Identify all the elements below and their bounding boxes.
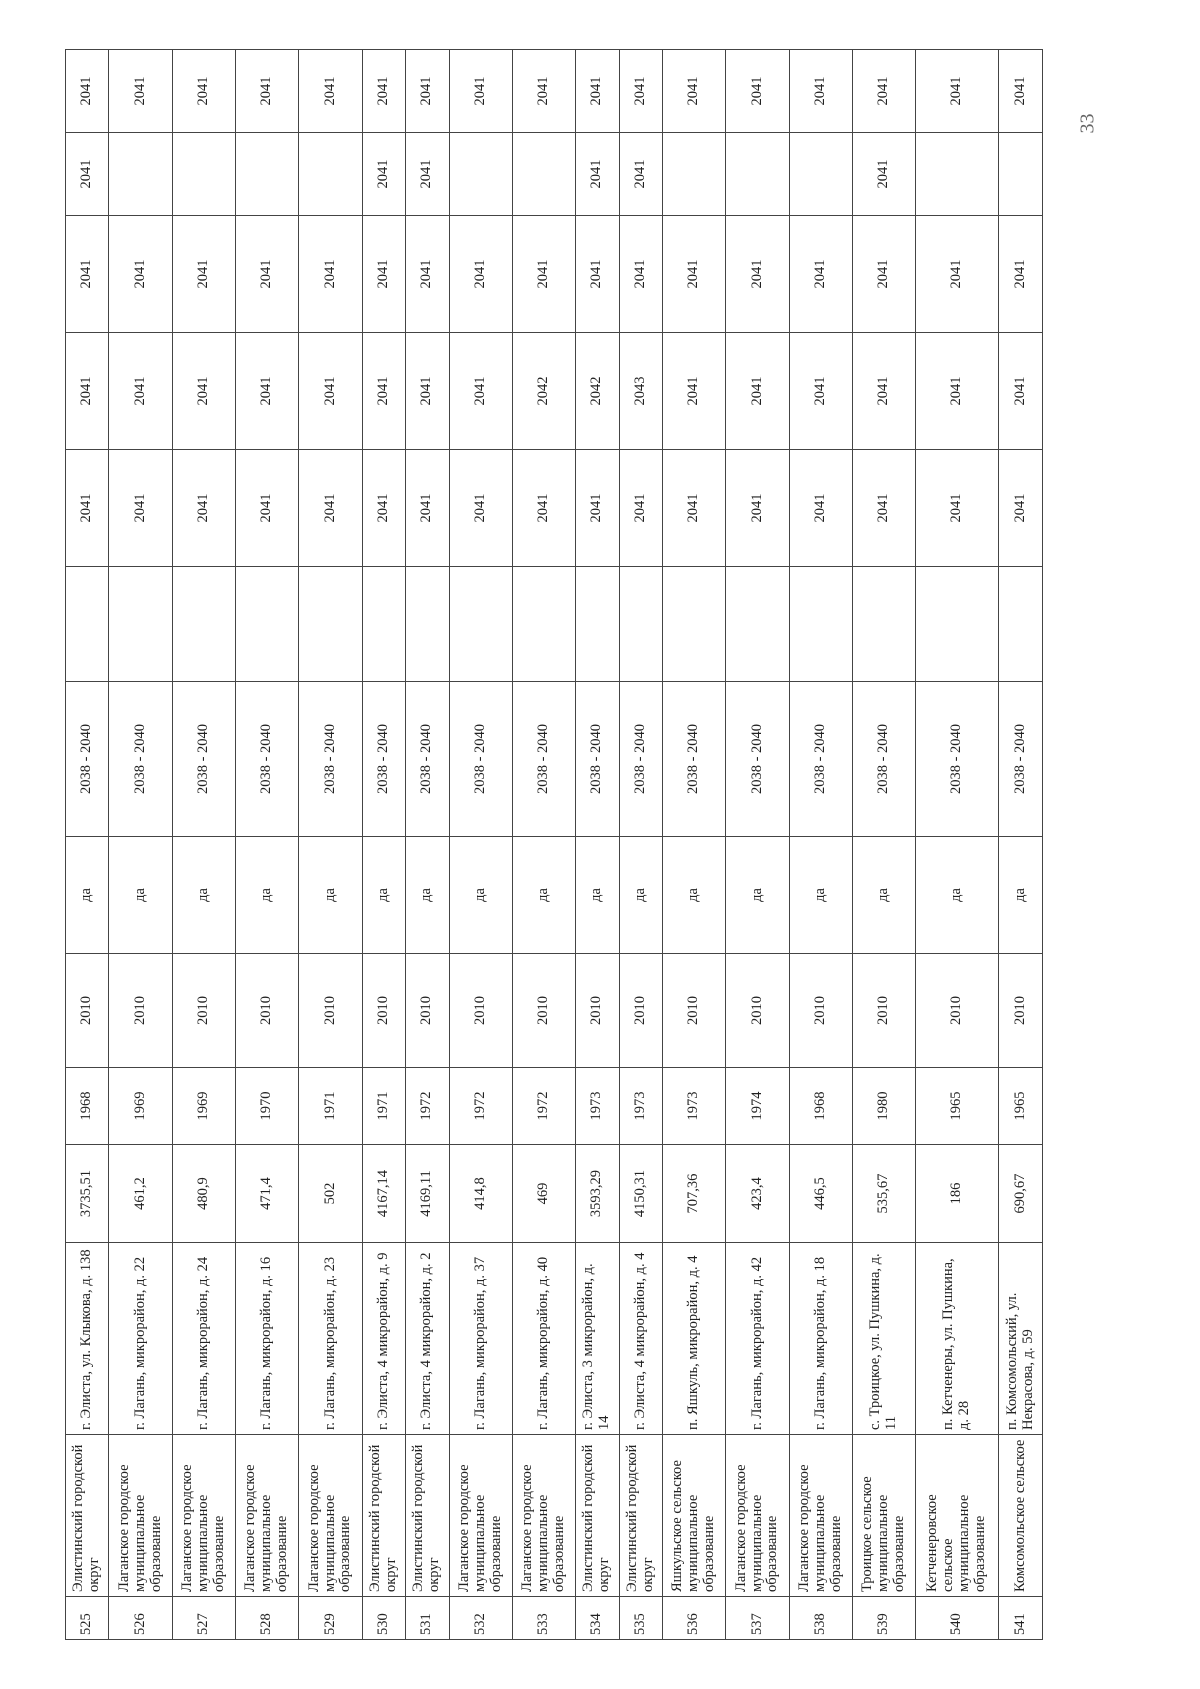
row-number: 536 (663, 1597, 726, 1640)
year-col-4-cell: 2041 (512, 216, 575, 333)
flag-cell: да (362, 837, 405, 954)
year-col-5-cell: 2041 (619, 133, 662, 216)
address-cell: г. Лагань, микрорайон, д. 37 (449, 1243, 512, 1435)
survey-year-cell: 2010 (619, 954, 662, 1068)
table-row (916, 50, 999, 1640)
flag-cell: да (236, 837, 299, 954)
table-row (406, 50, 449, 1640)
year-col-2-cell: 2041 (852, 450, 915, 567)
area-cell: 3735,51 (66, 1145, 109, 1243)
year-col-2-cell: 2041 (576, 450, 619, 567)
year-col-3-cell: 2042 (512, 333, 575, 450)
period-cell: 2038 - 2040 (66, 682, 109, 837)
table-row (66, 50, 109, 1640)
year-col-4-cell: 2041 (789, 216, 852, 333)
year-col-5-cell (172, 133, 235, 216)
year-col-2-cell: 2041 (109, 450, 172, 567)
area-cell: 480,9 (172, 1145, 235, 1243)
table-row (512, 50, 575, 1640)
survey-year-cell: 2010 (916, 954, 999, 1068)
period-cell: 2038 - 2040 (406, 682, 449, 837)
year-col-4-cell: 2041 (663, 216, 726, 333)
year-col-6-cell: 2041 (172, 50, 235, 133)
flag-cell: да (916, 837, 999, 954)
year-col-3-cell: 2041 (406, 333, 449, 450)
period-cell: 2038 - 2040 (726, 682, 789, 837)
year-col-1-cell (726, 567, 789, 682)
built-year-cell: 1980 (852, 1068, 915, 1145)
year-col-3-cell: 2041 (916, 333, 999, 450)
table-row (999, 50, 1043, 1640)
area-cell: 4169,11 (406, 1145, 449, 1243)
area-cell: 4167,14 (362, 1145, 405, 1243)
municipality-cell: Элистинский городской округ (619, 1435, 662, 1597)
area-cell: 471,4 (236, 1145, 299, 1243)
built-year-cell: 1970 (236, 1068, 299, 1145)
period-cell: 2038 - 2040 (362, 682, 405, 837)
survey-year-cell: 2010 (576, 954, 619, 1068)
period-cell: 2038 - 2040 (852, 682, 915, 837)
year-col-6-cell: 2041 (449, 50, 512, 133)
year-col-4-cell: 2041 (726, 216, 789, 333)
year-col-4-cell: 2041 (299, 216, 362, 333)
row-number: 531 (406, 1597, 449, 1640)
year-col-6-cell: 2041 (66, 50, 109, 133)
address-cell: с. Троицкое, ул. Пушкина, д. 11 (852, 1243, 915, 1435)
area-cell: 446,5 (789, 1145, 852, 1243)
survey-year-cell: 2010 (726, 954, 789, 1068)
period-cell: 2038 - 2040 (109, 682, 172, 837)
year-col-4-cell: 2041 (236, 216, 299, 333)
year-col-2-cell: 2041 (406, 450, 449, 567)
year-col-3-cell: 2041 (852, 333, 915, 450)
year-col-6-cell: 2041 (512, 50, 575, 133)
built-year-cell: 1965 (916, 1068, 999, 1145)
address-cell: п. Кетченеры, ул. Пушкина, д. 28 (916, 1243, 999, 1435)
row-number: 541 (999, 1597, 1043, 1640)
housing-registry-table (65, 49, 1043, 1640)
year-col-5-cell (109, 133, 172, 216)
municipality-cell: Лаганское городское муниципальное образование (789, 1435, 852, 1597)
year-col-4-cell: 2041 (916, 216, 999, 333)
survey-year-cell: 2010 (789, 954, 852, 1068)
address-cell: г. Элиста, 4 микрорайон, д. 2 (406, 1243, 449, 1435)
year-col-4-cell: 2041 (109, 216, 172, 333)
row-number: 533 (512, 1597, 575, 1640)
table-row (449, 50, 512, 1640)
year-col-4-cell: 2041 (362, 216, 405, 333)
year-col-2-cell: 2041 (999, 450, 1043, 567)
row-number: 537 (726, 1597, 789, 1640)
row-number: 538 (789, 1597, 852, 1640)
year-col-5-cell (299, 133, 362, 216)
year-col-3-cell: 2043 (619, 333, 662, 450)
built-year-cell: 1973 (619, 1068, 662, 1145)
year-col-5-cell (999, 133, 1043, 216)
period-cell: 2038 - 2040 (916, 682, 999, 837)
year-col-2-cell: 2041 (726, 450, 789, 567)
municipality-cell: Лаганское городское муниципальное образование (726, 1435, 789, 1597)
area-cell: 4150,31 (619, 1145, 662, 1243)
area-cell: 461,2 (109, 1145, 172, 1243)
row-number: 528 (236, 1597, 299, 1640)
year-col-3-cell: 2041 (172, 333, 235, 450)
built-year-cell: 1965 (999, 1068, 1043, 1145)
built-year-cell: 1972 (512, 1068, 575, 1145)
municipality-cell: Кетченеровское сельское муниципальное образование (916, 1435, 999, 1597)
year-col-1-cell (406, 567, 449, 682)
survey-year-cell: 2010 (66, 954, 109, 1068)
table-body (66, 50, 1043, 1640)
year-col-5-cell (789, 133, 852, 216)
year-col-4-cell: 2041 (449, 216, 512, 333)
year-col-5-cell (449, 133, 512, 216)
year-col-6-cell: 2041 (406, 50, 449, 133)
row-number: 540 (916, 1597, 999, 1640)
row-number: 525 (66, 1597, 109, 1640)
year-col-6-cell: 2041 (109, 50, 172, 133)
area-cell: 707,36 (663, 1145, 726, 1243)
area-cell: 186 (916, 1145, 999, 1243)
address-cell: г. Лагань, микрорайон, д. 23 (299, 1243, 362, 1435)
flag-cell: да (512, 837, 575, 954)
address-cell: г. Лагань, микрорайон, д. 18 (789, 1243, 852, 1435)
year-col-2-cell: 2041 (299, 450, 362, 567)
survey-year-cell: 2010 (109, 954, 172, 1068)
table-row (663, 50, 726, 1640)
period-cell: 2038 - 2040 (449, 682, 512, 837)
table-row (362, 50, 405, 1640)
year-col-2-cell: 2041 (663, 450, 726, 567)
table-row (172, 50, 235, 1640)
year-col-5-cell (916, 133, 999, 216)
built-year-cell: 1971 (362, 1068, 405, 1145)
municipality-cell: Элистинский городской округ (66, 1435, 109, 1597)
year-col-1-cell (512, 567, 575, 682)
year-col-6-cell: 2041 (663, 50, 726, 133)
area-cell: 502 (299, 1145, 362, 1243)
year-col-6-cell: 2041 (619, 50, 662, 133)
period-cell: 2038 - 2040 (619, 682, 662, 837)
year-col-1-cell (362, 567, 405, 682)
period-cell: 2038 - 2040 (789, 682, 852, 837)
municipality-cell: Яшкульское сельское муниципальное образование (663, 1435, 726, 1597)
period-cell: 2038 - 2040 (663, 682, 726, 837)
table-row (236, 50, 299, 1640)
flag-cell: да (852, 837, 915, 954)
address-cell: г. Лагань, микрорайон, д. 16 (236, 1243, 299, 1435)
year-col-6-cell: 2041 (789, 50, 852, 133)
table-row (789, 50, 852, 1640)
survey-year-cell: 2010 (172, 954, 235, 1068)
year-col-4-cell: 2041 (406, 216, 449, 333)
year-col-6-cell: 2041 (852, 50, 915, 133)
built-year-cell: 1968 (66, 1068, 109, 1145)
survey-year-cell: 2010 (852, 954, 915, 1068)
year-col-1-cell (236, 567, 299, 682)
built-year-cell: 1973 (576, 1068, 619, 1145)
row-number: 530 (362, 1597, 405, 1640)
year-col-2-cell: 2041 (512, 450, 575, 567)
year-col-4-cell: 2041 (66, 216, 109, 333)
year-col-2-cell: 2041 (172, 450, 235, 567)
year-col-6-cell: 2041 (576, 50, 619, 133)
survey-year-cell: 2010 (362, 954, 405, 1068)
flag-cell: да (576, 837, 619, 954)
address-cell: г. Лагань, микрорайон, д. 22 (109, 1243, 172, 1435)
built-year-cell: 1968 (789, 1068, 852, 1145)
table-row (726, 50, 789, 1640)
year-col-2-cell: 2041 (236, 450, 299, 567)
area-cell: 469 (512, 1145, 575, 1243)
address-cell: п. Яшкуль, микрорайон, д. 4 (663, 1243, 726, 1435)
period-cell: 2038 - 2040 (236, 682, 299, 837)
year-col-3-cell: 2041 (663, 333, 726, 450)
flag-cell: да (726, 837, 789, 954)
year-col-2-cell: 2041 (362, 450, 405, 567)
year-col-4-cell: 2041 (999, 216, 1043, 333)
year-col-3-cell: 2041 (66, 333, 109, 450)
address-cell: г. Элиста, 3 микрорайон, д. 14 (576, 1243, 619, 1435)
flag-cell: да (172, 837, 235, 954)
year-col-5-cell: 2041 (852, 133, 915, 216)
address-cell: г. Лагань, микрорайон, д. 24 (172, 1243, 235, 1435)
flag-cell: да (999, 837, 1043, 954)
year-col-4-cell: 2041 (852, 216, 915, 333)
municipality-cell: Элистинский городской округ (362, 1435, 405, 1597)
built-year-cell: 1971 (299, 1068, 362, 1145)
flag-cell: да (789, 837, 852, 954)
period-cell: 2038 - 2040 (999, 682, 1043, 837)
built-year-cell: 1969 (172, 1068, 235, 1145)
area-cell: 3593,29 (576, 1145, 619, 1243)
built-year-cell: 1969 (109, 1068, 172, 1145)
survey-year-cell: 2010 (299, 954, 362, 1068)
year-col-5-cell: 2041 (362, 133, 405, 216)
year-col-5-cell: 2041 (406, 133, 449, 216)
year-col-6-cell: 2041 (999, 50, 1043, 133)
year-col-1-cell (576, 567, 619, 682)
table-row (619, 50, 662, 1640)
year-col-2-cell: 2041 (66, 450, 109, 567)
year-col-2-cell: 2041 (449, 450, 512, 567)
table-row (576, 50, 619, 1640)
year-col-3-cell: 2041 (109, 333, 172, 450)
period-cell: 2038 - 2040 (576, 682, 619, 837)
year-col-1-cell (66, 567, 109, 682)
year-col-5-cell: 2041 (66, 133, 109, 216)
built-year-cell: 1972 (449, 1068, 512, 1145)
year-col-6-cell: 2041 (362, 50, 405, 133)
year-col-2-cell: 2041 (789, 450, 852, 567)
year-col-1-cell (789, 567, 852, 682)
year-col-1-cell (299, 567, 362, 682)
year-col-2-cell: 2041 (619, 450, 662, 567)
year-col-6-cell: 2041 (916, 50, 999, 133)
municipality-cell: Лаганское городское муниципальное образование (299, 1435, 362, 1597)
survey-year-cell: 2010 (449, 954, 512, 1068)
year-col-5-cell (236, 133, 299, 216)
flag-cell: да (66, 837, 109, 954)
year-col-1-cell (663, 567, 726, 682)
year-col-4-cell: 2041 (172, 216, 235, 333)
year-col-1-cell (999, 567, 1043, 682)
year-col-1-cell (852, 567, 915, 682)
row-number: 539 (852, 1597, 915, 1640)
row-number: 534 (576, 1597, 619, 1640)
year-col-6-cell: 2041 (726, 50, 789, 133)
table-row (109, 50, 172, 1640)
built-year-cell: 1974 (726, 1068, 789, 1145)
survey-year-cell: 2010 (512, 954, 575, 1068)
row-number: 527 (172, 1597, 235, 1640)
year-col-1-cell (916, 567, 999, 682)
row-number: 526 (109, 1597, 172, 1640)
year-col-4-cell: 2041 (619, 216, 662, 333)
municipality-cell: Лаганское городское муниципальное образование (172, 1435, 235, 1597)
rotated-table-container (65, 50, 1043, 1640)
flag-cell: да (299, 837, 362, 954)
flag-cell: да (406, 837, 449, 954)
address-cell: г. Лагань, микрорайон, д. 40 (512, 1243, 575, 1435)
year-col-2-cell: 2041 (916, 450, 999, 567)
year-col-3-cell: 2042 (576, 333, 619, 450)
year-col-1-cell (619, 567, 662, 682)
address-cell: г. Лагань, микрорайон, д. 42 (726, 1243, 789, 1435)
year-col-1-cell (172, 567, 235, 682)
year-col-3-cell: 2041 (362, 333, 405, 450)
year-col-3-cell: 2041 (236, 333, 299, 450)
flag-cell: да (449, 837, 512, 954)
year-col-3-cell: 2041 (789, 333, 852, 450)
area-cell: 423,4 (726, 1145, 789, 1243)
year-col-1-cell (449, 567, 512, 682)
area-cell: 414,8 (449, 1145, 512, 1243)
municipality-cell: Комсомольское сельское (999, 1435, 1043, 1597)
page-number: 33 (1076, 113, 1099, 134)
municipality-cell: Лаганское городское муниципальное образование (109, 1435, 172, 1597)
survey-year-cell: 2010 (999, 954, 1043, 1068)
year-col-3-cell: 2041 (726, 333, 789, 450)
year-col-5-cell: 2041 (576, 133, 619, 216)
flag-cell: да (663, 837, 726, 954)
year-col-6-cell: 2041 (236, 50, 299, 133)
period-cell: 2038 - 2040 (172, 682, 235, 837)
area-cell: 535,67 (852, 1145, 915, 1243)
address-cell: г. Элиста, ул. Клыкова, д. 138 (66, 1243, 109, 1435)
survey-year-cell: 2010 (406, 954, 449, 1068)
row-number: 535 (619, 1597, 662, 1640)
municipality-cell: Элистинский городской округ (576, 1435, 619, 1597)
address-cell: п. Комсомольский, ул. Некрасова, д. 59 (999, 1243, 1043, 1435)
table-row (852, 50, 915, 1640)
period-cell: 2038 - 2040 (512, 682, 575, 837)
survey-year-cell: 2010 (236, 954, 299, 1068)
year-col-5-cell (726, 133, 789, 216)
year-col-5-cell (512, 133, 575, 216)
address-cell: г. Элиста, 4 микрорайон, д. 4 (619, 1243, 662, 1435)
municipality-cell: Троицкое сельское муниципальное образование (852, 1435, 915, 1597)
flag-cell: да (109, 837, 172, 954)
year-col-3-cell: 2041 (449, 333, 512, 450)
municipality-cell: Лаганское городское муниципальное образование (512, 1435, 575, 1597)
flag-cell: да (619, 837, 662, 954)
area-cell: 690,67 (999, 1145, 1043, 1243)
year-col-5-cell (663, 133, 726, 216)
built-year-cell: 1973 (663, 1068, 726, 1145)
built-year-cell: 1972 (406, 1068, 449, 1145)
row-number: 529 (299, 1597, 362, 1640)
survey-year-cell: 2010 (663, 954, 726, 1068)
municipality-cell: Лаганское городское муниципальное образование (236, 1435, 299, 1597)
year-col-3-cell: 2041 (299, 333, 362, 450)
row-number: 532 (449, 1597, 512, 1640)
table-row (299, 50, 362, 1640)
year-col-4-cell: 2041 (576, 216, 619, 333)
municipality-cell: Лаганское городское муниципальное образование (449, 1435, 512, 1597)
municipality-cell: Элистинский городской округ (406, 1435, 449, 1597)
year-col-1-cell (109, 567, 172, 682)
year-col-3-cell: 2041 (999, 333, 1043, 450)
address-cell: г. Элиста, 4 микрорайон, д. 9 (362, 1243, 405, 1435)
period-cell: 2038 - 2040 (299, 682, 362, 837)
year-col-6-cell: 2041 (299, 50, 362, 133)
